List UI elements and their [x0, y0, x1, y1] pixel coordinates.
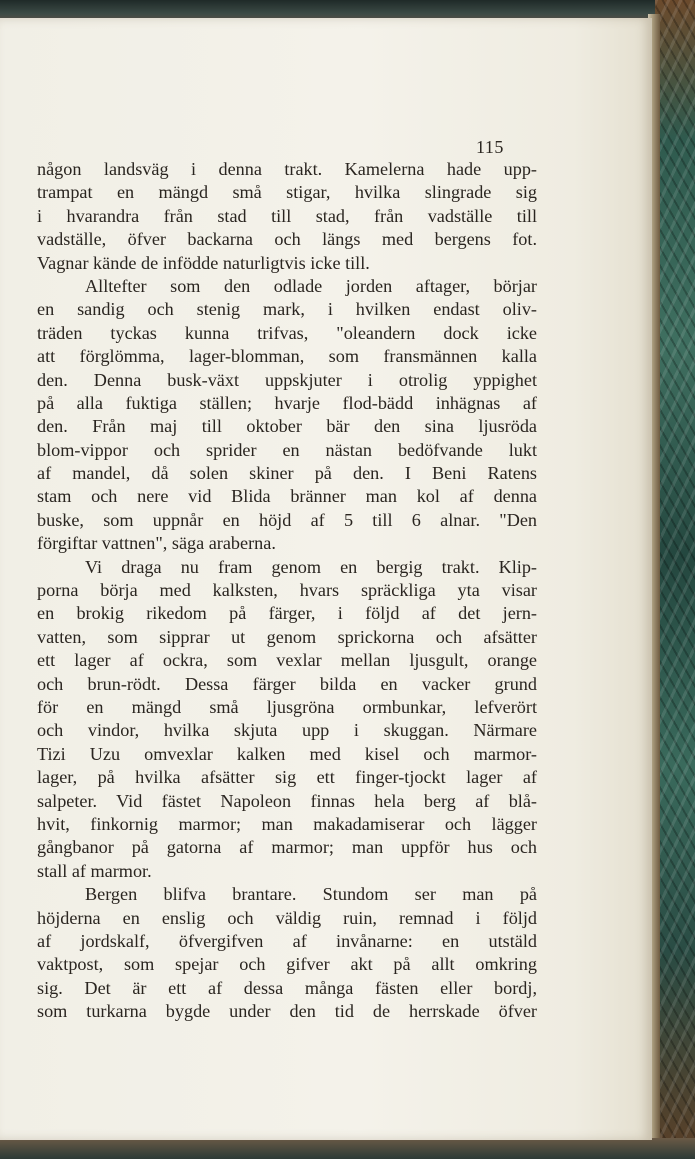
text-line: af jordskalf, öfvergifven af invånarne: en utstäld — [37, 930, 537, 951]
text-line: buske, som uppnår en höjd af 5 till 6 alnar. "Den — [37, 509, 537, 530]
text-line: af mandel, då solen skiner på den. I Beni Ratens — [37, 463, 537, 484]
page-number: 115 — [476, 137, 504, 157]
text-line: salpeter. Vid fästet Napoleon finnas hela berg af blå- — [37, 790, 537, 811]
text-line: vatten, som sipprar ut genom sprickorna och afsätter — [37, 626, 537, 647]
text-line: på alla fuktiga ställen; hvarje flod-bädd inhägnas af — [37, 392, 537, 413]
text-line: gångbanor på gatorna af marmor; man uppför hus och — [37, 837, 537, 858]
text-line: porna börja med kalksten, hvars spräckliga yta visar — [37, 580, 537, 601]
text-line: ett lager af ockra, som vexlar mellan ljusgult, orange — [37, 650, 537, 671]
text-line: Vagnar kände de infödde naturligtvis icke till. — [37, 252, 370, 273]
text-line: Alltefter som den odlade jorden aftager, börjar — [85, 275, 537, 296]
text-line: vadställe, öfver backarna och längs med bergens fot. — [37, 229, 537, 250]
text-line: en brokig rikedom på färger, i följd af det jern- — [37, 603, 537, 624]
marbled-book-cover — [655, 0, 695, 1159]
text-line: hvit, finkornig marmor; man makadamiserar och lägger — [37, 813, 537, 834]
body-text — [37, 158, 537, 1023]
text-line: vaktpost, som spejar och gifver akt på allt omkring — [37, 954, 537, 975]
text-line: stall af marmor. — [37, 860, 152, 881]
text-line: förgiftar vattnen", säga araberna. — [37, 533, 276, 554]
text-line: trampat en mängd små stigar, hvilka slingrade sig — [37, 182, 537, 203]
text-line: Vi draga nu fram genom en bergig trakt. Klip- — [85, 556, 537, 577]
text-line: träden tyckas kunna trifvas, "oleandern dock icke — [37, 322, 537, 343]
text-line: blom-vippor och sprider en nästan bedöfvande lukt — [37, 439, 537, 460]
text-line: och vindor, hvilka skjuta upp i skuggan. Närmare — [37, 720, 537, 741]
text-line: Bergen blifva brantare. Stundom ser man på — [85, 884, 537, 905]
text-line: stam och nere vid Blida bränner man kol af denna — [37, 486, 537, 507]
text-line: att förglömma, lager-blomman, som fransmännen kalla — [37, 346, 537, 367]
text-line: sig. Det är ett af dessa många fästen eller bordj, — [37, 977, 537, 998]
text-line: den. Från maj till oktober bär den sina ljusröda — [37, 416, 537, 437]
text-line: för en mängd små ljusgröna ormbunkar, lefverört — [37, 696, 537, 717]
text-line: och brun-rödt. Dessa färger bilda en vacker grund — [37, 673, 537, 694]
text-line: en sandig och stenig mark, i hvilken endast oliv- — [37, 299, 537, 320]
text-line: lager, på hvilka afsätter sig ett finger-tjockt lager af — [37, 767, 537, 788]
text-line: någon landsväg i denna trakt. Kamelerna hade upp- — [37, 159, 537, 179]
text-line: den. Denna busk-växt uppskjuter i otrolig yppighet — [37, 369, 537, 390]
text-line: i hvarandra från stad till stad, från vadställe till — [37, 205, 537, 226]
text-line: höjderna en enslig och väldig ruin, remnad i följd — [37, 907, 537, 928]
text-line: som turkarna bygde under den tid de herrskade öfver — [37, 1001, 537, 1022]
backdrop-bottom — [0, 1138, 695, 1159]
text-line: Tizi Uzu omvexlar kalken med kisel och marmor- — [37, 743, 537, 764]
